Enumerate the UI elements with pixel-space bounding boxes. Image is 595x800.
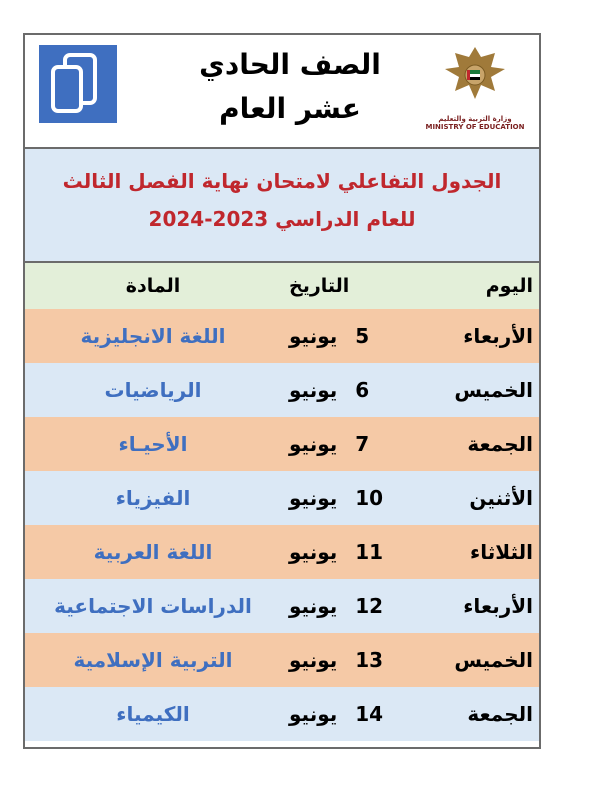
schedule-title-line-1: الجدول التفاعلي لامتحان نهاية الفصل الثالث (62, 169, 502, 193)
row-date-num: 7 (355, 432, 370, 456)
schedule-title-line-2: للعام الدراسي 2023-2024 (148, 207, 416, 231)
table-row (25, 687, 539, 741)
row-date (289, 417, 419, 471)
header-date: التاريخ (289, 275, 350, 297)
row-date-month: يونيو (289, 486, 338, 510)
table-row (25, 579, 539, 633)
row-day: الأربعاء (463, 324, 533, 348)
devices-icon (39, 45, 117, 123)
row-date-num: 6 (355, 378, 370, 402)
table-row (25, 417, 539, 471)
table-header-row (25, 263, 539, 309)
header-subject: المادة (125, 275, 181, 297)
schedule-document (23, 33, 541, 749)
row-date (289, 363, 419, 417)
row-date-month: يونيو (289, 324, 338, 348)
row-date-num: 11 (355, 540, 384, 564)
row-subject: التربية الإسلامية (73, 648, 233, 672)
row-day: الأثنين (469, 486, 533, 510)
header-day: اليوم (485, 275, 533, 297)
table-row (25, 633, 539, 687)
table-row (25, 363, 539, 417)
row-date-month: يونيو (289, 378, 338, 402)
row-date (289, 579, 419, 633)
row-subject: الرياضيات (104, 378, 202, 402)
table-row (25, 525, 539, 579)
row-date (289, 525, 419, 579)
row-date-num: 14 (355, 702, 384, 726)
row-date-num: 12 (355, 594, 384, 618)
grade-title (155, 43, 425, 131)
row-date-num: 13 (355, 648, 384, 672)
row-date-num: 10 (355, 486, 384, 510)
row-day: الجمعة (467, 432, 533, 456)
ministry-caption (419, 115, 531, 131)
row-date-month: يونيو (289, 648, 338, 672)
row-date (289, 633, 419, 687)
row-date-month: يونيو (289, 702, 338, 726)
row-date (289, 309, 419, 363)
title-band (25, 149, 539, 263)
row-date-num: 5 (355, 324, 370, 348)
falcon-emblem-icon (425, 41, 525, 121)
row-day: الثلاثاء (470, 540, 533, 564)
row-subject: اللغة العربية (93, 540, 213, 564)
row-subject: الكيمياء (116, 702, 190, 726)
document-header (25, 35, 539, 149)
table-row (25, 309, 539, 363)
app-logo (39, 45, 117, 123)
row-day: الخميس (454, 378, 533, 402)
ministry-name-ar: وزارة التربية والتعليم (438, 115, 512, 123)
row-subject: الدراسات الاجتماعية (54, 594, 252, 618)
row-date-month: يونيو (289, 540, 338, 564)
row-subject: الأحيـاء (118, 432, 188, 456)
row-date-month: يونيو (289, 432, 338, 456)
row-day: الجمعة (467, 702, 533, 726)
row-day: الأربعاء (463, 594, 533, 618)
row-day: الخميس (454, 648, 533, 672)
ministry-name-en: MINISTRY OF EDUCATION (425, 123, 525, 131)
row-subject: اللغة الانجليزية (80, 324, 226, 348)
grade-line-2: عشر العام (219, 92, 361, 125)
grade-line-1: الصف الحادي (199, 48, 381, 81)
row-date (289, 687, 419, 741)
row-date-month: يونيو (289, 594, 338, 618)
row-subject: الفيزياء (115, 486, 191, 510)
table-row (25, 471, 539, 525)
row-date (289, 471, 419, 525)
